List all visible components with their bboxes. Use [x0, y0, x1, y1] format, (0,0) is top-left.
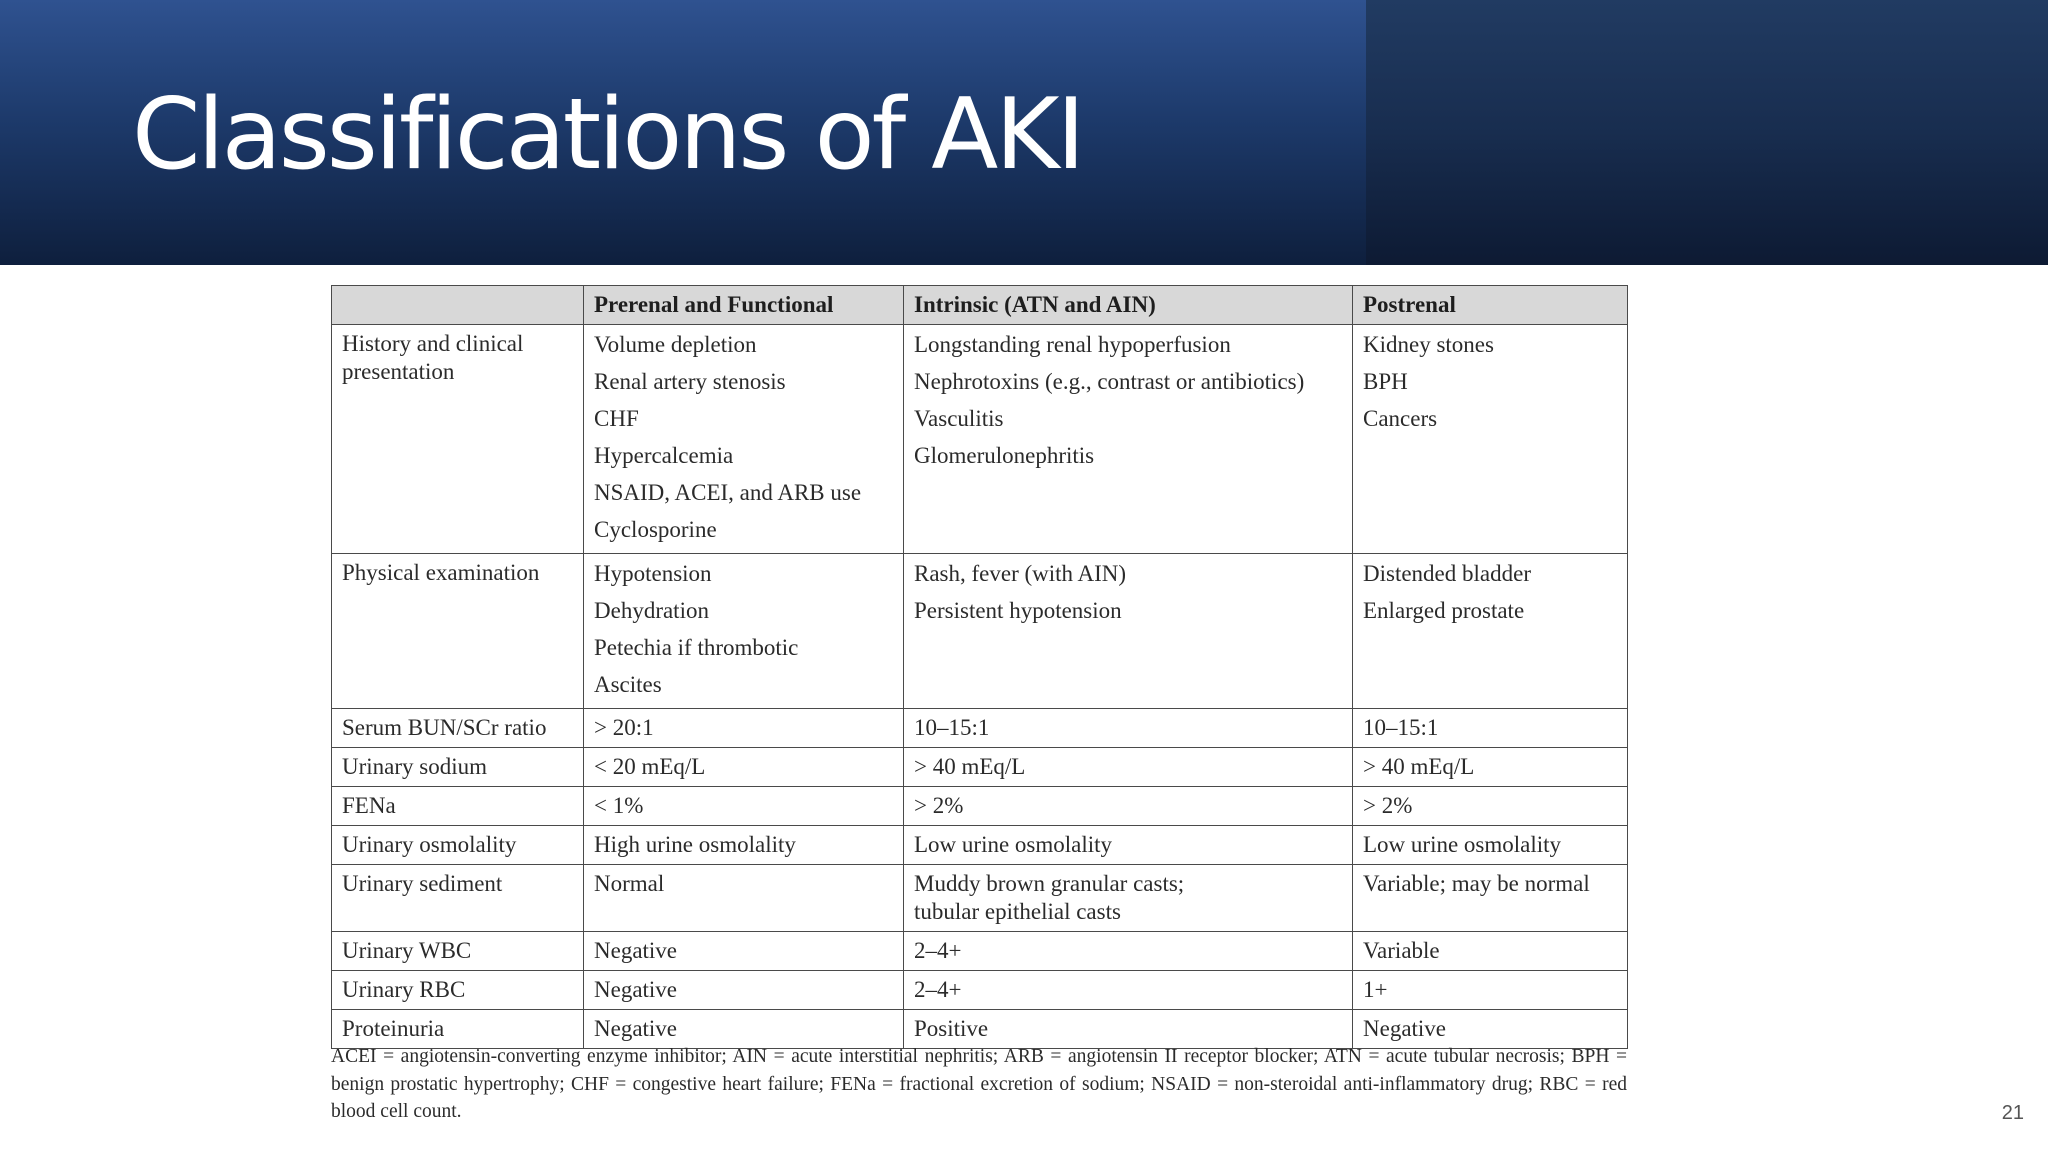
table-row-fena [332, 787, 1628, 826]
table-footnote: ACEI = angiotensin-converting enzyme inhibitor; AIN = acute interstitial nephritis; ARB = angiotensin II receptor blocker; ATN = acute tubular necrosis; BPH = benign prostatic hypertrophy; CHF = congestive heart failure; FENa = fractional excretion of sodium; NSAID = non-steroidal anti-inflammatory drug; RBC = red blood cell count. [331, 1046, 1627, 1122]
aki-classification-table [331, 285, 1628, 1049]
page-number: 21 [2001, 1102, 2024, 1124]
cell-fena-prerenal: < 1% [584, 787, 904, 826]
slide-title: Classifications of AKI [132, 78, 1083, 192]
cell-proteinuria-postrenal: Negative [1353, 1010, 1628, 1049]
table-row-urinary-sediment [332, 865, 1628, 932]
list-item: Longstanding renal hypoperfusion [914, 332, 1231, 357]
list-item: Nephrotoxins (e.g., contrast or antibiotics) [914, 369, 1305, 394]
table-row-urinary-wbc [332, 932, 1628, 971]
row-label-bun-scr: Serum BUN/SCr ratio [332, 709, 584, 748]
sediment-line: tubular epithelial casts [914, 899, 1121, 924]
row-label-fena: FENa [332, 787, 584, 826]
cell-rbc-prerenal: Negative [584, 971, 904, 1010]
header-empty-cell [332, 286, 584, 325]
row-label-urinary-osmolality: Urinary osmolality [332, 826, 584, 865]
table-row-bun-scr [332, 709, 1628, 748]
cell-bun-prerenal: > 20:1 [584, 709, 904, 748]
row-label-history: History and clinical presentation [332, 325, 584, 554]
list-item: Glomerulonephritis [914, 443, 1095, 468]
cell-osmolality-intrinsic: Low urine osmolality [904, 826, 1353, 865]
cell-rbc-intrinsic: 2–4+ [904, 971, 1353, 1010]
table-row-history [332, 325, 1628, 554]
cell-wbc-postrenal: Variable [1353, 932, 1628, 971]
header-intrinsic: Intrinsic (ATN and AIN) [904, 286, 1353, 325]
list-item: Volume depletion [594, 332, 757, 357]
list-item: Cancers [1363, 406, 1438, 431]
table-row-urinary-osmolality [332, 826, 1628, 865]
cell-sodium-intrinsic: > 40 mEq/L [904, 748, 1353, 787]
list-item: Vasculitis [914, 406, 1004, 431]
list-item: Enlarged prostate [1363, 598, 1525, 623]
cell-physical-postrenal [1353, 554, 1628, 709]
cell-sodium-prerenal: < 20 mEq/L [584, 748, 904, 787]
sediment-line: Muddy brown granular casts; [914, 871, 1185, 896]
row-label-urinary-sediment: Urinary sediment [332, 865, 584, 932]
list-item: Rash, fever (with AIN) [914, 561, 1127, 586]
row-label-urinary-wbc: Urinary WBC [332, 932, 584, 971]
cell-history-postrenal [1353, 325, 1628, 554]
cell-physical-prerenal [584, 554, 904, 709]
header-prerenal: Prerenal and Functional [584, 286, 904, 325]
cell-history-prerenal [584, 325, 904, 554]
cell-fena-intrinsic: > 2% [904, 787, 1353, 826]
cell-physical-intrinsic [904, 554, 1353, 709]
cell-proteinuria-intrinsic: Positive [904, 1010, 1353, 1049]
list-item: Petechia if thrombotic [594, 635, 799, 660]
row-label-urinary-sodium: Urinary sodium [332, 748, 584, 787]
list-item: BPH [1363, 369, 1408, 394]
row-label-urinary-rbc: Urinary RBC [332, 971, 584, 1010]
list-item: Persistent hypotension [914, 598, 1122, 623]
list-item: Cyclosporine [594, 517, 717, 542]
row-label-physical-exam: Physical examination [332, 554, 584, 709]
list-item: CHF [594, 406, 639, 431]
list-item: Renal artery stenosis [594, 369, 786, 394]
row-label-proteinuria: Proteinuria [332, 1010, 584, 1049]
cell-osmolality-postrenal: Low urine osmolality [1353, 826, 1628, 865]
cell-bun-postrenal: 10–15:1 [1353, 709, 1628, 748]
list-item: NSAID, ACEI, and ARB use [594, 480, 862, 505]
cell-sediment-intrinsic [904, 865, 1353, 932]
cell-sodium-postrenal: > 40 mEq/L [1353, 748, 1628, 787]
cell-proteinuria-prerenal: Negative [584, 1010, 904, 1049]
title-banner-accent [1366, 0, 2048, 265]
list-item: Dehydration [594, 598, 709, 623]
header-postrenal: Postrenal [1353, 286, 1628, 325]
list-item: Ascites [594, 672, 662, 697]
list-item: Distended bladder [1363, 561, 1531, 586]
cell-sediment-postrenal: Variable; may be normal [1353, 865, 1628, 932]
list-item: Kidney stones [1363, 332, 1494, 357]
table-row-urinary-sodium [332, 748, 1628, 787]
cell-fena-postrenal: > 2% [1353, 787, 1628, 826]
cell-osmolality-prerenal: High urine osmolality [584, 826, 904, 865]
cell-rbc-postrenal: 1+ [1353, 971, 1628, 1010]
cell-wbc-intrinsic: 2–4+ [904, 932, 1353, 971]
cell-history-intrinsic [904, 325, 1353, 554]
table-row-urinary-rbc [332, 971, 1628, 1010]
table-row-physical-exam [332, 554, 1628, 709]
cell-wbc-prerenal: Negative [584, 932, 904, 971]
list-item: Hypercalcemia [594, 443, 734, 468]
list-item: Hypotension [594, 561, 712, 586]
cell-sediment-prerenal: Normal [584, 865, 904, 932]
cell-bun-intrinsic: 10–15:1 [904, 709, 1353, 748]
table-header-row [332, 286, 1628, 325]
